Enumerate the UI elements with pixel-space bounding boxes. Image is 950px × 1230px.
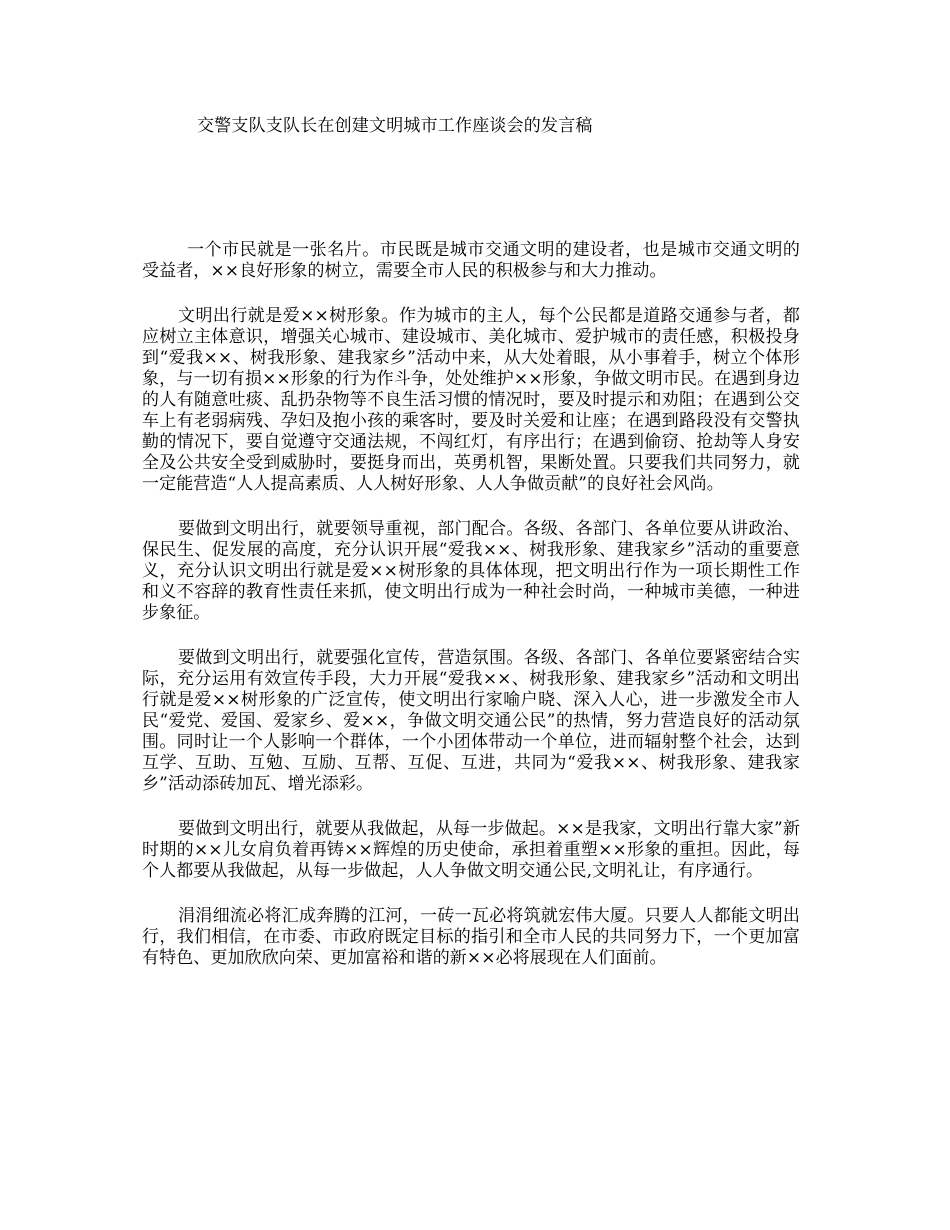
document-title: 交警支队支队长在创建文明城市工作座谈会的发言稿	[197, 116, 593, 136]
paragraph-start-with-me: 要做到文明出行，就要从我做起，从每一步做起。××是我家，文明出行靠大家”新时期的××儿女肩负着再铸××辉煌的历史使命，承担着重塑××形象的重担。因此，每个人都要从我做起，从每一步做起，人人争做文明交通公民,文明礼让，有序通行。	[142, 819, 800, 881]
document-body	[142, 240, 800, 993]
paragraph-conclusion: 涓涓细流必将汇成奔腾的江河，一砖一瓦必将筑就宏伟大厦。只要人人都能文明出行，我们相信，在市委、市政府既定目标的指引和全市人民的共同努力下，一个更加富有特色、更加欣欣向荣、更加富裕和谐的新××必将展现在人们面前。	[142, 906, 800, 968]
paragraph-leadership: 要做到文明出行，就要领导重视，部门配合。各级、各部门、各单位要从讲政治、保民生、促发展的高度，充分认识开展“爱我××、树我形象、建我家乡”活动的重要意义，充分认识文明出行就是爱××树形象的具体体现，把文明出行作为一项长期性工作和义不容辞的教育性责任来抓，使文明出行成为一种社会时尚，一种城市美德，一种进步象征。	[142, 519, 800, 623]
paragraph-civilized-travel: 文明出行就是爱××树形象。作为城市的主人，每个公民都是道路交通参与者，都应树立主体意识，增强关心城市、建设城市、美化城市、爱护城市的责任感，积极投身到“爱我××、树我形象、建我家乡”活动中来，从大处着眼，从小事着手，树立个体形象，与一切有损××形象的行为作斗争，处处维护××形象，争做文明市民。在遇到身边的人有随意吐痰、乱扔杂物等不良生活习惯的情况时，要及时提示和劝阻；在遇到公交车上有老弱病残、孕妇及抱小孩的乘客时，要及时关爱和让座；在遇到路段没有交警执勤的情况下，要自觉遵守交通法规，不闯红灯，有序出行；在遇到偷窃、抢劫等人身安全及公共安全受到威胁时，要挺身而出，英勇机智，果断处置。只要我们共同努力，就一定能营造“人人提高素质、人人树好形象、人人争做贡献”的良好社会风尚。	[142, 306, 800, 494]
paragraph-publicity: 要做到文明出行，就要强化宣传，营造氛围。各级、各部门、各单位要紧密结合实际，充分运用有效宣传手段，大力开展“爱我××、树我形象、建我家乡”活动和文明出行就是爱××树形象的广泛宣传，使文明出行家喻户晓、深入人心，进一步激发全市人民“爱党、爱国、爱家乡、爱××，争做文明交通公民”的热情，努力营造良好的活动氛围。同时让一个人影响一个群体，一个小团体带动一个单位，进而辐射整个社会，达到互学、互助、互勉、互励、互帮、互促、互进，共同为“爱我××、树我形象、建我家乡”活动添砖加瓦、增光添彩。	[142, 648, 800, 794]
paragraph-intro: 一个市民就是一张名片。市民既是城市交通文明的建设者，也是城市交通文明的受益者，××良好形象的树立，需要全市人民的积极参与和大力推动。	[142, 240, 800, 281]
